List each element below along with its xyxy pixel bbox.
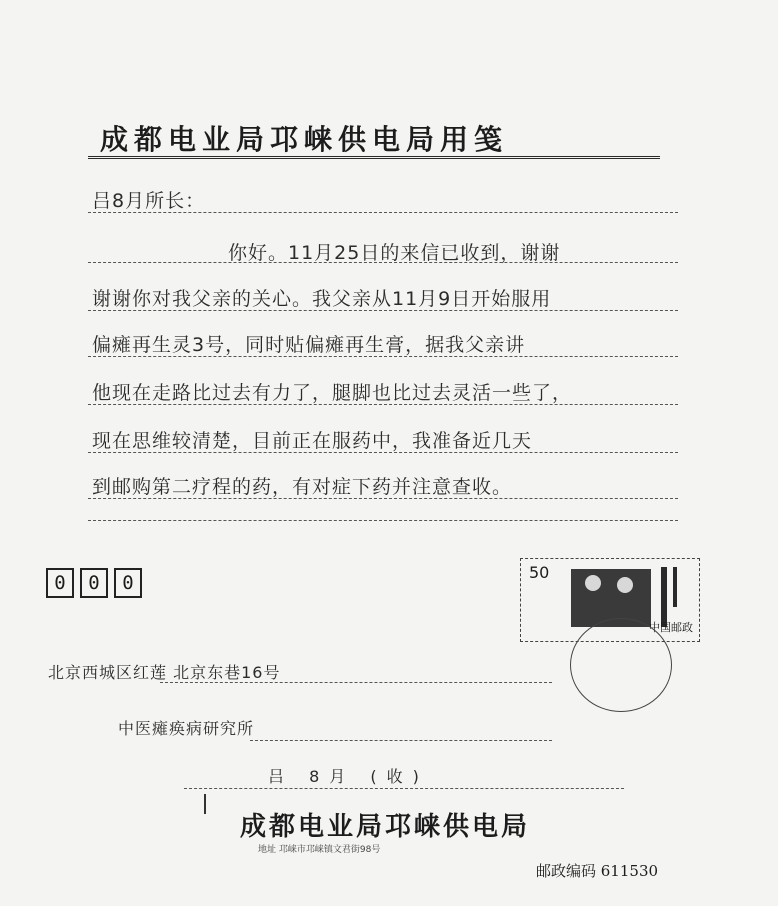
ruled-line <box>88 356 678 357</box>
recipient-suffix: 吕 8月 (收) <box>268 767 429 786</box>
letter-line-2: 谢谢你对我父亲的关心。我父亲从11月9日开始服用 <box>92 288 552 310</box>
stamp-value: 50 <box>529 563 550 582</box>
letterhead-rule <box>88 156 660 159</box>
postcode-boxes <box>46 568 142 598</box>
ruled-line <box>88 310 678 311</box>
recipient-address: 北京西城区红莲 北京东巷16号 <box>48 663 281 682</box>
ruled-line <box>88 498 678 499</box>
letter-line-6: 到邮购第二疗程的药，有对症下药并注意查收。 <box>92 476 513 498</box>
letter-line-4: 他现在走路比过去有力了，腿脚也比过去灵活一些了， <box>92 382 573 404</box>
address-line <box>160 682 552 683</box>
postcode-digit: 0 <box>46 568 74 598</box>
stamp-label: 中国邮政 <box>649 621 693 634</box>
postcode-digit: 0 <box>80 568 108 598</box>
ruled-line <box>88 452 678 453</box>
recipient-name: 中医瘫痪病研究所 <box>118 719 255 738</box>
letter-line-1: 你好。11月25日的来信已收到，谢谢 <box>228 242 561 264</box>
letter-line-3: 偏瘫再生灵3号，同时贴偏瘫再生膏，据我父亲讲 <box>92 334 526 356</box>
ruled-line <box>88 520 678 521</box>
postcode-digit: 0 <box>114 568 142 598</box>
ruled-line <box>88 404 678 405</box>
postmark-icon <box>570 618 672 712</box>
address-line <box>184 788 624 789</box>
letter-salutation: 吕8月所长： <box>92 190 206 212</box>
sender-name: 成都电业局邛崃供电局 <box>240 812 531 842</box>
sender-address: 地址 邛崃市邛崃镇文君街98号 <box>258 845 381 855</box>
letter-line-5: 现在思维较清楚，目前正在服药中，我准备近几天 <box>92 430 533 452</box>
ruled-line <box>88 212 678 213</box>
ruled-line <box>88 262 678 263</box>
corner-mark <box>204 794 220 814</box>
zip-label: 邮政编码 611530 <box>536 862 659 880</box>
address-line <box>250 740 552 741</box>
letterhead-title: 成都电业局邛崃供电局用笺 <box>100 123 509 156</box>
